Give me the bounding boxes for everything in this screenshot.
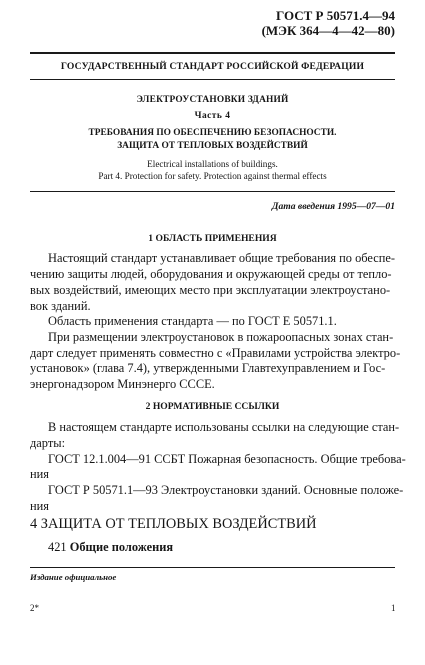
section-1-line: вых воздействий, имеющих место при эксплуатации электроустано- [30, 283, 391, 297]
title-line-4: ЗАЩИТА ОТ ТЕПЛОВЫХ ВОЗДЕЙСТВИЙ [117, 141, 308, 151]
page-number: 1 [391, 603, 396, 613]
section-1-line: энергонадзором Минэнерго СССЕ. [30, 377, 215, 391]
subsection-title: Общие положения [69, 540, 174, 554]
section-2-line: ния [30, 467, 49, 481]
title-line-3: ТРЕБОВАНИЯ ПО ОБЕСПЕЧЕНИЮ БЕЗОПАСНОСТИ. [88, 128, 337, 138]
section-2-line: ГОСТ Р 50571.1—93 Электроустановки зданий. Основные положе- [48, 483, 404, 497]
org-rule [30, 79, 395, 80]
section-1-line: дарт следует применять совместно с «Правилами устройства электро- [30, 346, 401, 360]
section-1-line: чению защиты людей, оборудования и окружающей среды от тепло- [30, 267, 392, 281]
organization-heading: ГОСУДАРСТВЕННЫЙ СТАНДАРТ РОССИЙСКОЙ ФЕДЕРАЦИИ [60, 61, 365, 72]
official-edition-label: Издание официальное [30, 572, 117, 582]
standard-designation [262, 8, 395, 38]
section-1-line: Настоящий стандарт устанавливает общие требования по обеспе- [48, 251, 395, 265]
signature-mark: 2* [30, 603, 39, 613]
section-4-heading: 4 ЗАЩИТА ОТ ТЕПЛОВЫХ ВОЗДЕЙСТВИЙ [30, 516, 317, 532]
section-1-line: При размещении электроустановок в пожароопасных зонах стан- [48, 330, 394, 344]
section-1-line: установок» (глава 7.4), утвержденными Главтехуправлением и Гос- [30, 361, 386, 375]
section-1-line: Область применения стандарта — по ГОСТ Е 50571.1. [48, 314, 337, 328]
footer-rule [30, 567, 395, 568]
section-2-heading: 2 НОРМАТИВНЫЕ ССЫЛКИ [145, 401, 280, 412]
designation-line-1: ГОСТ Р 50571.4—94 [276, 8, 395, 23]
title-english-1: Electrical installations of buildings. [147, 159, 278, 169]
title-rule [30, 191, 395, 192]
section-1-line: вок зданий. [30, 299, 91, 313]
title-english-2: Part 4. Protection for safety. Protection against thermal effects [98, 171, 327, 181]
title-part: Часть 4 [194, 111, 231, 121]
designation-line-2: (МЭК 364—4—42—80) [261, 23, 395, 38]
section-2-line: В настоящем стандарте использованы ссылки на следующие стан- [48, 420, 400, 434]
section-2-line: дарты: [30, 436, 66, 450]
introduction-date: Дата введения 1995—07—01 [271, 201, 395, 212]
subsection-number: 421 [48, 540, 67, 554]
section-2-line: ния [30, 499, 49, 513]
title-line-1: ЭЛЕКТРОУСТАНОВКИ ЗДАНИЙ [136, 95, 289, 105]
section-1-heading: 1 ОБЛАСТЬ ПРИМЕНЕНИЯ [148, 233, 277, 244]
subsection-421 [48, 540, 173, 555]
section-2-line: ГОСТ 12.1.004—91 ССБТ Пожарная безопасность. Общие требова- [48, 452, 406, 466]
top-rule [30, 52, 395, 54]
